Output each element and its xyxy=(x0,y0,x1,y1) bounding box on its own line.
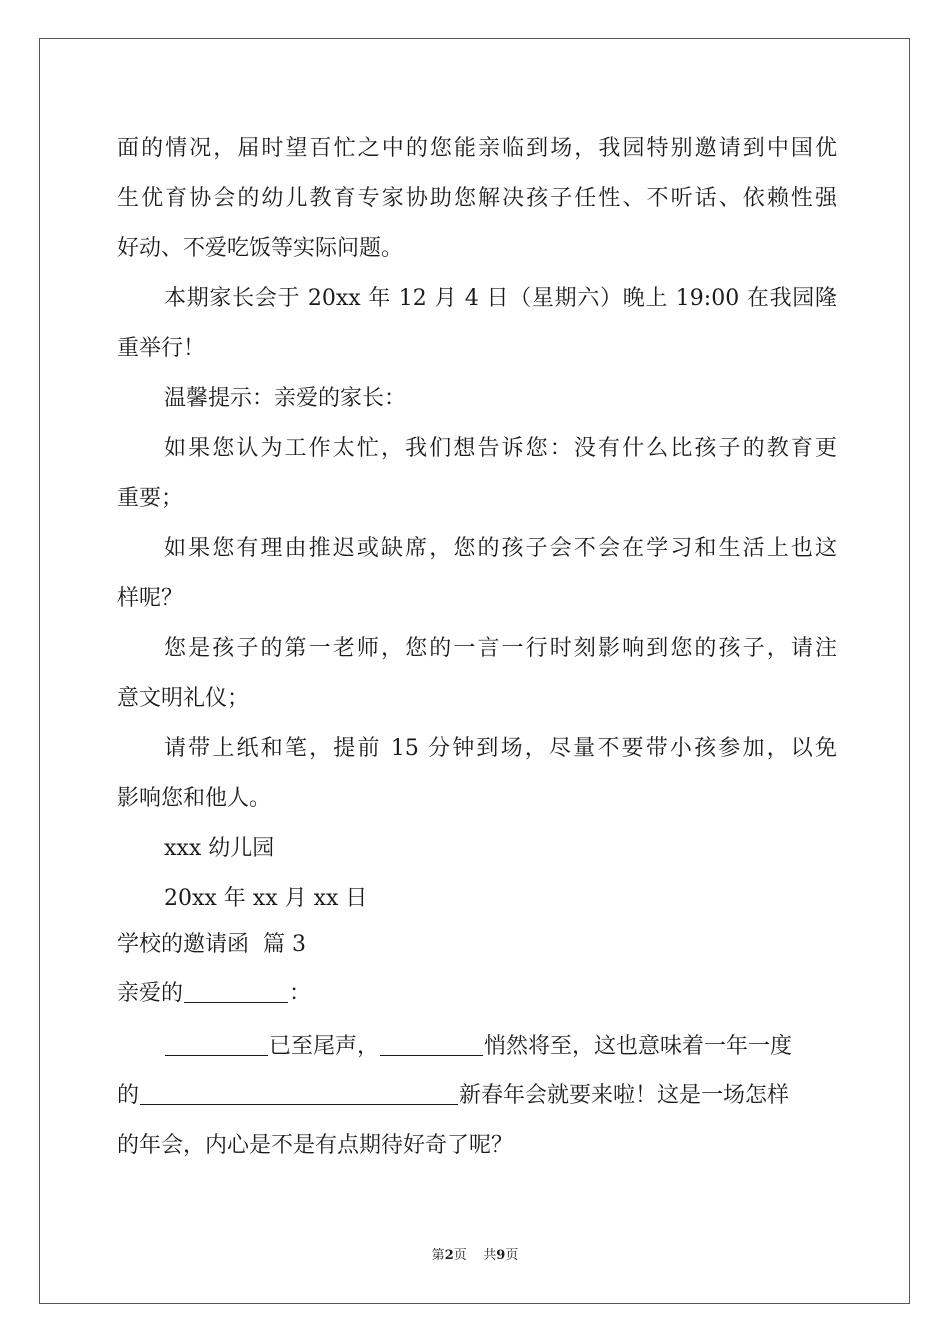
text-segment: 的 xyxy=(117,1083,140,1108)
paragraph-line: 重举行！ xyxy=(117,336,206,361)
text-segment: 悄然将至，这也意味着一年一度 xyxy=(484,1034,793,1059)
footer-label: 第 xyxy=(431,1248,445,1263)
paragraph-line: 您是孩子的第一老师，您的一言一行时刻影响到您的孩子，请注 xyxy=(164,636,837,661)
footer-label: 页 共 xyxy=(453,1248,497,1263)
letter-date: 20xx 年 xx 月 xx 日 xyxy=(164,886,368,911)
page-number: 2 xyxy=(444,1248,454,1263)
paragraph-line: 重要； xyxy=(117,486,184,511)
fill-blank xyxy=(165,1031,268,1056)
salutation-suffix: ： xyxy=(289,981,312,1006)
text-segment: 已至尾声， xyxy=(269,1034,380,1059)
text-segment: 新春年会就要来啦！这是一场怎样 xyxy=(459,1083,790,1108)
paragraph-line: 如果您有理由推迟或缺席，您的孩子会不会在学习和生活上也这 xyxy=(164,536,837,561)
salutation xyxy=(117,974,311,1014)
paragraph-line: 如果您认为工作太忙，我们想告诉您：没有什么比孩子的教育更 xyxy=(164,436,837,461)
fill-blank xyxy=(380,1031,483,1056)
paragraph-line: 面的情况，届时望百忙之中的您能亲临到场，我园特别邀请到中国优 xyxy=(117,136,837,161)
footer-label: 页 xyxy=(505,1248,519,1263)
paragraph-line: 好动、不爱吃饭等实际问题。 xyxy=(117,236,404,261)
paragraph-line: 意文明礼仪； xyxy=(117,686,250,711)
signature: xxx 幼儿园 xyxy=(164,836,275,861)
paragraph-line: 本期家长会于 20xx 年 12 月 4 日（星期六）晚上 19:00 在我园隆 xyxy=(164,286,837,311)
paragraph-line: 温馨提示：亲爱的家长： xyxy=(164,386,407,411)
page-footer xyxy=(0,1247,950,1265)
section-heading: 学校的邀请函 篇 3 xyxy=(117,932,306,957)
paragraph-line: 样呢？ xyxy=(117,586,184,611)
paragraph-line: 的年会，内心是不是有点期待好奇了呢？ xyxy=(117,1133,514,1158)
paragraph-line xyxy=(164,1027,792,1067)
fill-blank xyxy=(140,1080,458,1105)
paragraph-line: 影响您和他人。 xyxy=(117,786,272,811)
total-pages: 9 xyxy=(496,1248,506,1263)
salutation-prefix: 亲爱的 xyxy=(117,981,184,1006)
paragraph-line xyxy=(117,1076,789,1116)
paragraph-line: 生优育协会的幼儿教育专家协助您解决孩子任性、不听话、依赖性强 xyxy=(117,186,837,211)
paragraph-line: 请带上纸和笔，提前 15 分钟到场，尽量不要带小孩参加，以免 xyxy=(164,736,837,761)
fill-blank xyxy=(184,978,288,1003)
